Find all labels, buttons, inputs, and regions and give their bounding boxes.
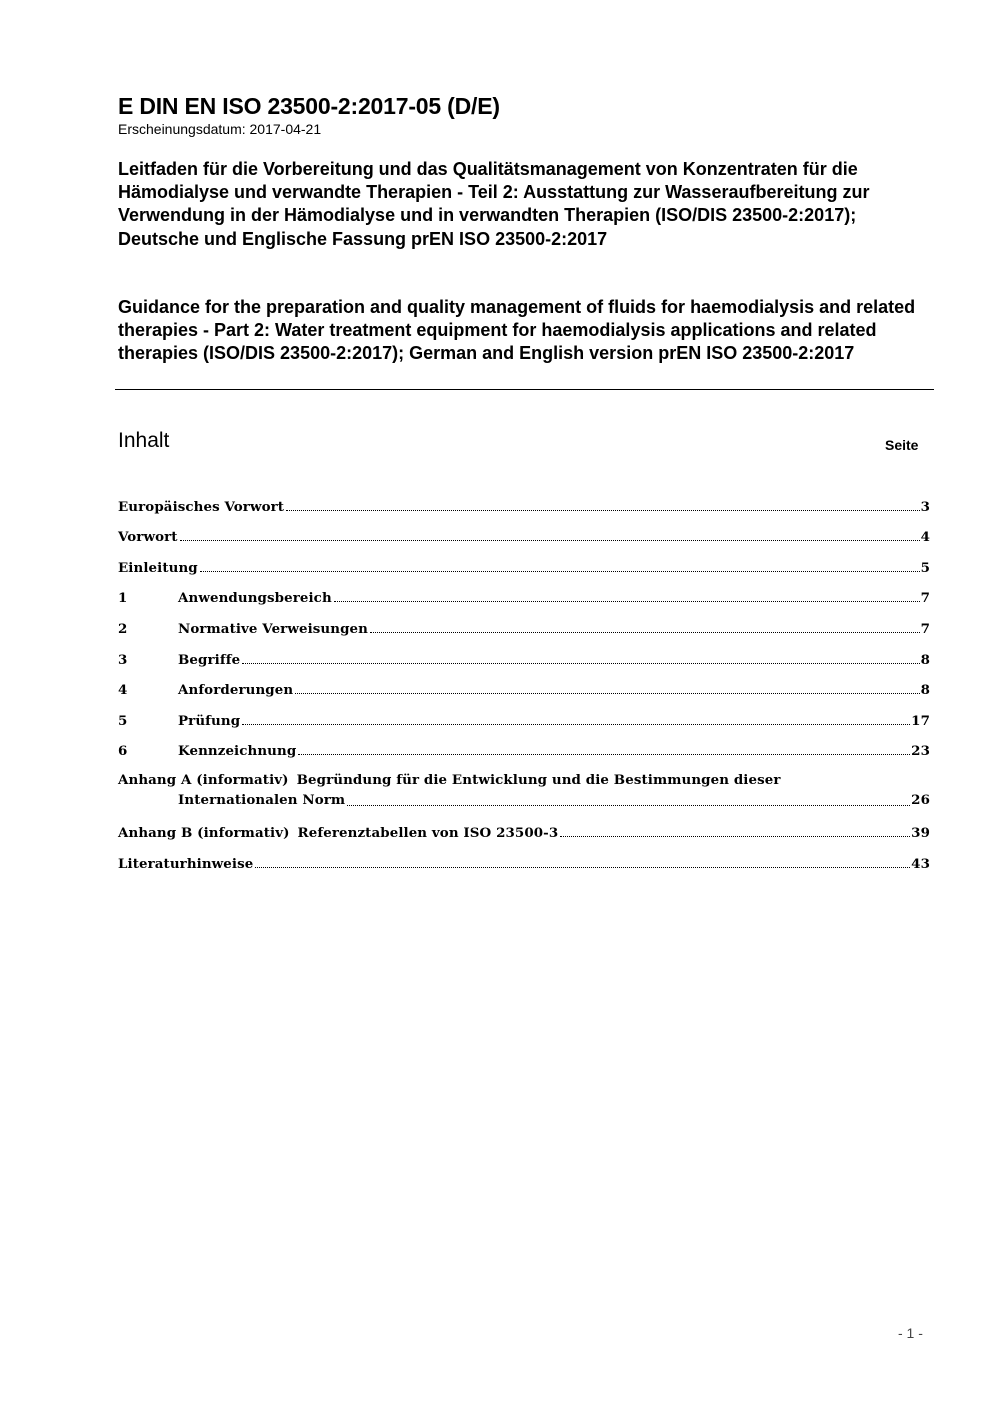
toc-entry-page: 7 — [920, 590, 930, 607]
toc-leader-dots — [200, 570, 920, 572]
toc-entry-label: Vorwort — [118, 529, 178, 546]
toc-entry-number: 2 — [118, 620, 128, 637]
toc-entry-bibliography[interactable] — [118, 841, 930, 872]
toc-entry-label: Normative Verweisungen — [178, 620, 369, 637]
toc-leader-dots — [180, 539, 920, 541]
toc-entry-number: 5 — [118, 712, 128, 729]
toc-entry-section-6[interactable] — [118, 729, 930, 760]
toc-entry-label: Referenztabellen von ISO 23500-3 — [297, 824, 559, 841]
toc-leader-dots — [286, 509, 920, 511]
document-number: E DIN EN ISO 23500-2:2017-05 (D/E) — [118, 93, 500, 119]
toc-entry-page: 39 — [911, 824, 930, 841]
toc-entry-foreword[interactable] — [118, 515, 930, 546]
toc-entry-page: 4 — [920, 529, 930, 546]
toc-entry-introduction[interactable] — [118, 545, 930, 576]
toc-entry-page: 43 — [911, 855, 930, 872]
toc-entry-number: 3 — [118, 651, 128, 668]
toc-leader-dots — [295, 692, 919, 694]
toc-entry-page: 8 — [920, 651, 930, 668]
toc-entry-section-5[interactable] — [118, 698, 930, 729]
toc-annex-a-line2 — [118, 790, 930, 810]
page-number: - 1 - — [898, 1325, 923, 1341]
toc-entry-section-2[interactable] — [118, 606, 930, 637]
toc-leader-dots — [334, 600, 920, 602]
header-divider — [115, 389, 934, 390]
toc-leader-dots — [255, 866, 910, 868]
toc-leader-dots — [370, 631, 920, 633]
toc-entry-label: Anforderungen — [178, 682, 294, 699]
toc-annex-tag: Anhang B (informativ) — [118, 824, 290, 841]
toc-entry-label: Begriffe — [178, 651, 241, 668]
toc-entry-section-3[interactable] — [118, 637, 930, 668]
toc-entry-label-continued: Internationalen Norm — [178, 792, 346, 809]
toc-entry-label: Anwendungsbereich — [178, 590, 332, 607]
toc-leader-dots — [560, 835, 910, 837]
toc-entry-number: 6 — [118, 743, 128, 760]
title-english: Guidance for the preparation and quality management of fluids for haemodialysis and related therapies - Part 2: Water treatment equipment for haemodialysis applications and related therapies (ISO/DIS 23500-2:2017); German and English version prEN ISO 23500-2:2017 — [118, 297, 916, 364]
toc-page-column-label: Seite — [885, 437, 919, 453]
toc-entry-page: 23 — [911, 743, 930, 760]
title-german: Leitfaden für die Vorbereitung und das Qualitätsmanagement von Konzentraten für die Hämodialyse und verwandte Therapien - Teil 2: Ausstattung zur Wasseraufbereitung zur Verwendung in der Hämodialyse und in verwandten Therapien (ISO/DIS 23500-2:2017); Deutsche und Englische Fassung prEN ISO 23500-2:2017 — [118, 159, 870, 249]
toc-entry-label: Literaturhinweise — [118, 855, 254, 872]
table-of-contents — [118, 484, 930, 872]
toc-entry-label: Europäisches Vorwort — [118, 498, 285, 515]
toc-entry-number: 4 — [118, 682, 128, 699]
toc-entry-section-4[interactable] — [118, 668, 930, 699]
toc-entry-page: 7 — [920, 620, 930, 637]
toc-entry-european-foreword[interactable] — [118, 484, 930, 515]
toc-entry-number: 1 — [118, 590, 128, 607]
toc-leader-dots — [242, 662, 919, 664]
toc-entry-page: 5 — [920, 559, 930, 576]
toc-annex-tag: Anhang A (informativ) — [118, 772, 289, 789]
toc-entry-label: Begründung für die Entwicklung und die Bestimmungen dieser — [296, 772, 781, 789]
toc-entry-page: 17 — [911, 712, 930, 729]
toc-entry-page: 8 — [920, 682, 930, 699]
toc-entry-page: 3 — [920, 498, 930, 515]
toc-heading: Inhalt — [118, 429, 170, 452]
toc-entry-label: Kennzeichnung — [178, 743, 297, 760]
toc-leader-dots — [298, 753, 910, 755]
toc-entry-label: Einleitung — [118, 559, 198, 576]
toc-entry-label: Prüfung — [178, 712, 241, 729]
toc-entry-annex-b[interactable] — [118, 810, 930, 841]
toc-leader-dots — [242, 723, 910, 725]
toc-entry-section-1[interactable] — [118, 576, 930, 607]
toc-annex-a-line1 — [118, 770, 930, 790]
toc-entry-page: 26 — [911, 792, 930, 809]
toc-leader-dots — [347, 804, 910, 806]
toc-entry-annex-a[interactable] — [118, 759, 930, 810]
publication-date: Erscheinungsdatum: 2017-04-21 — [118, 121, 322, 137]
